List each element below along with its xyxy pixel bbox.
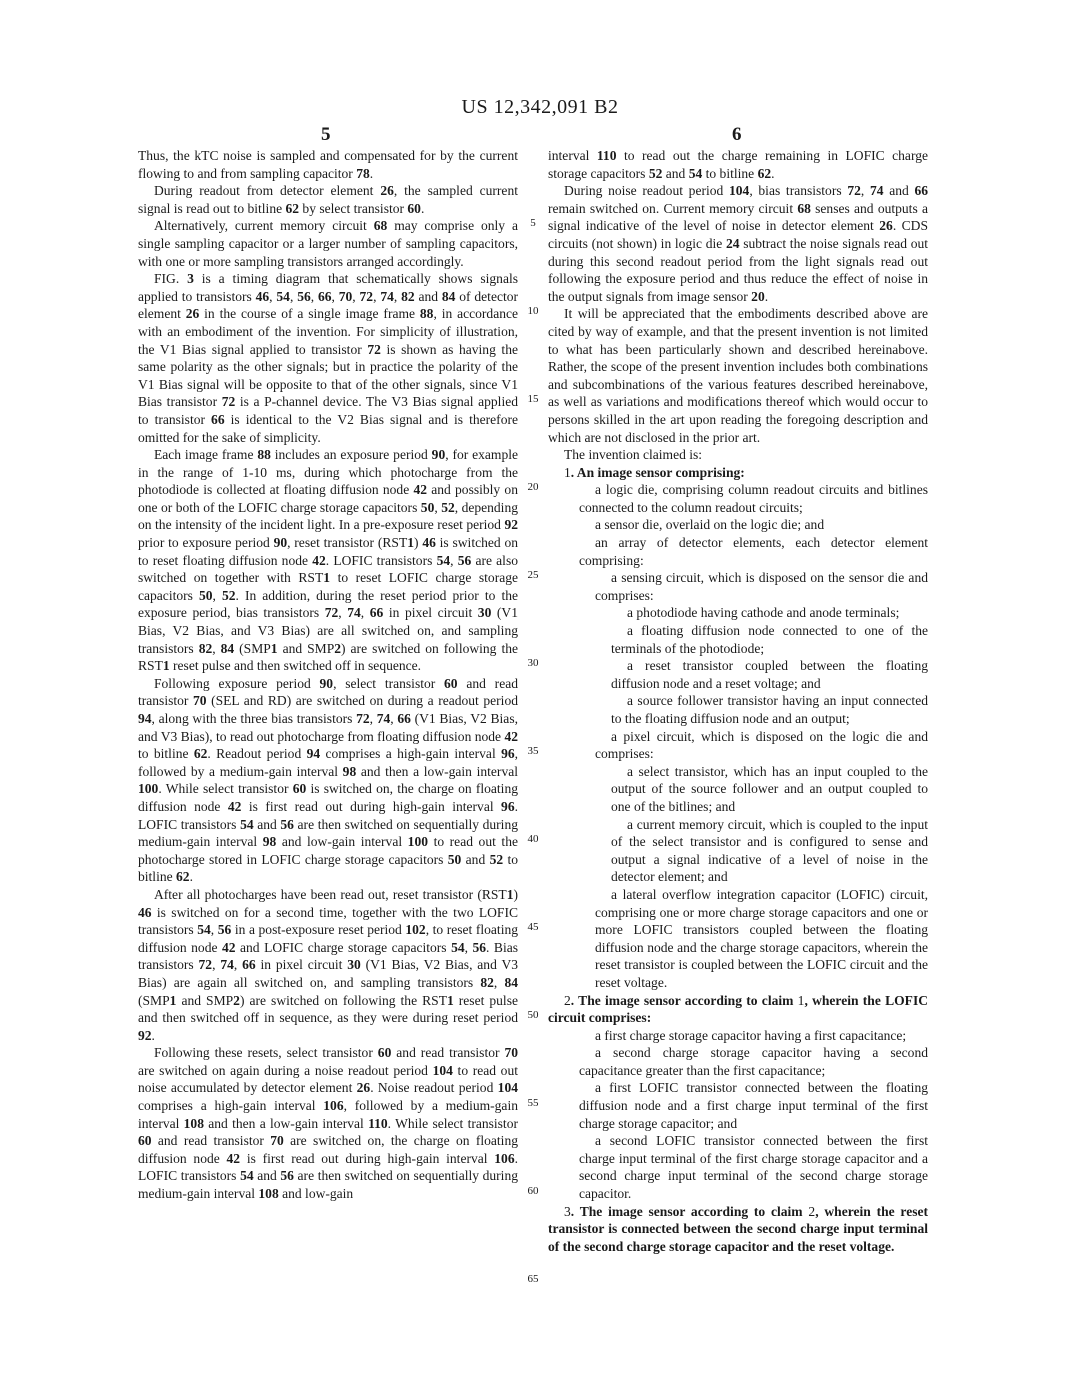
claim-element: a current memory circuit, which is coupled to the input of the select transistor and is configured to sense and output a signal indicative of a level of noise in the detector element; and [611,816,928,885]
reference-numeral: 24 [725,235,740,251]
reference-numeral: 1 [323,570,331,586]
claim-1-heading: 1. An image sensor comprising: [564,464,745,480]
reference-numeral: 110 [596,148,617,163]
reference-numeral: 72 [221,394,236,410]
reference-numeral: . The image sensor according to claim [570,992,798,1008]
reference-numeral: 70 [338,288,353,304]
claim-element: a floating diffusion node connected to one of the terminals of the photodiode; [611,623,928,656]
reference-numeral: 54 [240,1168,254,1184]
reference-numeral: 106 [323,1098,344,1114]
line-number: 55 [527,1097,539,1109]
reference-numeral: 26 [879,218,893,234]
reference-numeral: 108 [258,1186,279,1202]
reference-numeral: 66 [397,711,411,726]
reference-numeral: 72 [356,711,370,726]
reference-numeral: 82 [480,974,494,990]
paragraph: FIG. 3 is a timing diagram that schematically shows signals applied to transistors 46, 54, 56, 66, 70, 72, 74, 82 and 84 of detector element 26 in the course of a single image frame 88, in accordance with an embodiment of the invention. For simplicity of illustration, the V1 Bias signal applied to transistor 72 is shown as having the same polarity as the other signals; but in practice the polarity of the V1 Bias signal will be opposite to that of the other signals, since V1 Bias transistor 72 is a P-channel device. The V3 Bias signal applied to transistor 66 is identical to the V2 Bias signal and is therefore omitted for the sake of simplicity. [138,271,519,445]
reference-numeral: 60 [292,781,307,797]
paragraph: interval 110 to read out the charge remaining in LOFIC charge storage capacitors 52 and 54 to bitline 62. [548,148,928,181]
claim-element: a photodiode having cathode and anode terminals; [627,605,900,621]
reference-numeral: 88 [419,306,434,322]
reference-numeral: 30 [477,605,492,621]
line-number: 10 [527,305,539,317]
reference-numeral: 100 [407,834,428,850]
reference-numeral: 98 [342,763,357,779]
reference-numeral: . The image sensor according to claim [570,1203,809,1219]
reference-numeral: 26 [380,183,394,199]
reference-numeral: 106 [494,1150,515,1166]
claims-intro: The invention claimed is: [564,447,703,463]
reference-numeral: 74 [380,288,394,304]
reference-numeral: 62 [193,746,208,762]
reference-numeral: 92 [138,1027,152,1043]
claim-element: a first charge storage capacitor having a first capacitance; [595,1027,907,1043]
reference-numeral: 60 [444,675,458,691]
reference-numeral: 52 [221,587,236,603]
reference-numeral: 42 [226,1150,241,1166]
reference-numeral: 66 [211,411,225,427]
reference-numeral: 54 [688,165,703,181]
reference-numeral: 54 [436,552,451,568]
reference-numeral: 60 [377,1045,392,1061]
paragraph: It will be appreciated that the embodiments described above are cited by way of example, and that the present invention is not limited to what has been particularly shown and described hereinabove. Rather, the scope of the present invention includes both combinations and subcombinations of the various features described hereinabove, as well as variations and modifications thereof which would occur to persons skilled in the art upon reading the foregoing description and which are not disclosed in the prior art. [548,306,928,445]
reference-numeral: 94 [138,711,152,726]
reference-numeral: 84 [441,288,456,304]
claim-element: a second LOFIC transistor connected between the first charge input terminal of the first charge storage capacitor and a second charge input terminal of the second charge storage capacitor. [579,1133,928,1202]
reference-numeral: 56 [280,816,294,832]
reference-numeral: 50 [447,851,462,867]
reference-numeral: 26 [356,1080,371,1096]
reference-numeral: 52 [648,165,663,181]
paragraph: Alternatively, current memory circuit 68 may comprise only a single sampling capacitor or a larger number of sampling capacitors, with one or more sampling transistors arranged accordingly. [138,218,518,269]
reference-numeral: , wherein the reset transistor is connected between the second charge input terminal of the second charge storage capacitor and the reset voltage. [548,1203,929,1254]
reference-numeral: 3 [187,271,194,287]
reference-numeral: 30 [347,957,361,973]
reference-numeral: 1 [169,992,177,1008]
reference-numeral: 72 [359,288,374,304]
reference-numeral: 104 [432,1062,453,1078]
reference-numeral: 1 [407,535,415,551]
reference-numeral: 74 [220,957,234,973]
reference-numeral: 82 [401,288,415,304]
reference-numeral: 26 [185,306,200,322]
reference-numeral: 88 [257,447,271,463]
claim-element: a sensor die, overlaid on the logic die; and [595,517,825,533]
reference-numeral: 68 [797,200,811,216]
reference-numeral: 52 [441,499,455,515]
reference-numeral: 62 [757,165,772,181]
reference-numeral: 1 [270,640,278,656]
reference-numeral: 98 [262,834,277,850]
left-column [138,147,518,1203]
right-column [548,147,928,1255]
reference-numeral: 46 [255,288,270,304]
reference-numeral: 72 [367,341,381,357]
reference-numeral: 72 [198,957,213,973]
paragraph: Following exposure period 90, select transistor 60 and read transistor 70 (SEL and RD) are switched on during a readout period 94, along with the three bias transistors 72, 74, 66 (V1 Bias, V2 Bias, and V3 Bias), to read out photocharge from floating diffusion node 42 to bitline 62. Readout period 94 comprises a high-gain interval 96, followed by a medium-gain interval 98 and then a low-gain interval 100. While select transistor 60 is switched on, the charge on floating diffusion node 42 is first read out during high-gain interval 96. LOFIC transistors 54 and 56 are then switched on sequentially during medium-gain interval 98 and low-gain interval 100 to read out the photocharge stored in LOFIC charge storage capacitors 50 and 52 to bitline 62. [138,675,518,885]
reference-numeral: 92 [504,517,518,533]
reference-numeral: 90 [431,447,446,463]
paragraph: Each image frame 88 includes an exposure period 90, for example in the range of 1-10 ms, during which photocharge from the photodiode is collected at floating diffusion node 42 and possibly on one or both of the LOFIC charge storage capacitors 50, 52, depending on the intensity of the incident light. In a pre-exposure reset period 92 prior to exposure period 90, reset transistor (RST1) 46 is switched on to reset floating diffusion node 42. LOFIC transistors 54, 56 are also switched on together with RST1 to reset LOFIC charge storage capacitors 50, 52. In addition, during the reset period prior to the exposure period, bias transistors 72, 74, 66 in pixel circuit 30 (V1 Bias, V2 Bias, and V3 Bias) are all switched on, and sampling transistors 82, 84 (SMP1 and SMP2) are switched on following the RST1 reset pulse and then switched off in sequence. [138,447,519,674]
reference-numeral: 104 [497,1080,518,1096]
claim-element: a first LOFIC transistor connected between the floating diffusion node and a first charge input terminal of the first charge storage capacitor; and [579,1080,928,1131]
reference-numeral: 50 [420,499,435,515]
reference-numeral: 46 [138,904,152,920]
reference-numeral: 2 [334,640,342,656]
reference-numeral: 50 [198,587,213,603]
reference-numeral: 56 [280,1168,294,1184]
paragraph: Thus, the kTC noise is sampled and compensated for by the current flowing to and from sampling capacitor 78. [138,148,518,181]
reference-numeral: 90 [319,675,334,691]
line-number: 40 [527,833,539,845]
reference-numeral: 84 [504,974,518,990]
reference-numeral: 110 [368,1115,388,1131]
claim-element: an array of detector elements, each detector element comprising: [579,535,928,568]
paragraph: After all photocharges have been read out, reset transistor (RST1) 46 is switched on for a second time, together with the two LOFIC transistors 54, 56 in a post-exposure reset period 102, to reset floating diffusion node 42 and LOFIC charge storage capacitors 54, 56. Bias transistors 72, 74, 66 in pixel circuit 30 (V1 Bias, V2 Bias, and V3 Bias) are again all switched on, and sampling transistors 82, 84 (SMP1 and SMP2) are switched on following the RST1 reset pulse and then switched off in sequence, as they were during reset period 92. [138,886,519,1043]
reference-numeral: 66 [317,288,332,304]
claim-element: a select transistor, which has an input coupled to the output of the source follower and an output coupled to one of the bitlines; and [611,763,928,814]
reference-numeral: 54 [451,939,465,955]
reference-numeral: 56 [457,552,472,568]
reference-numeral: 62 [285,200,300,216]
reference-numeral: , wherein the LOFIC circuit comprises: [548,992,928,1026]
reference-numeral: 42 [221,939,236,955]
reference-numeral: 74 [376,711,391,726]
claim-element: a pixel circuit, which is disposed on the logic die and comprises: [595,728,928,762]
reference-numeral: 54 [240,816,254,832]
reference-numeral: 84 [220,640,235,656]
reference-numeral: 90 [273,535,288,551]
reference-numeral: 66 [914,183,929,199]
reference-numeral: 74 [869,183,884,199]
reference-numeral: 1 [446,992,454,1008]
reference-numeral: 42 [227,798,242,814]
reference-numeral: 70 [270,1133,284,1149]
reference-numeral: 104 [729,183,750,199]
reference-numeral: 1 [162,658,170,674]
reference-numeral: 78 [356,165,370,181]
line-number: 65 [527,1273,539,1285]
reference-numeral: 1 [506,886,514,902]
claim-3: 3. The image sensor according to claim 2, wherein the reset transistor is connected between the second charge input terminal of the second charge storage capacitor and the reset voltage. [548,1203,929,1254]
reference-numeral: 42 [413,482,427,498]
reference-numeral: 74 [347,605,361,621]
reference-numeral: 70 [192,693,207,709]
reference-numeral: 108 [183,1115,204,1131]
reference-numeral: 62 [176,869,190,885]
reference-numeral: 60 [407,200,421,216]
paragraph: Following these resets, select transistor 60 and read transistor 70 are switched on again during a noise readout period 104 to read out noise accumulated by detector element 26. Noise readout period 104 comprises a high-gain interval 106, followed by a medium-gain interval 108 and then a low-gain interval 110. While select transistor 60 and read transistor 70 are switched on, the charge on floating diffusion node 42 is first read out during high-gain interval 106. LOFIC transistors 54 and 56 are then switched on sequentially during medium-gain interval 108 and low-gain [138,1045,518,1202]
reference-numeral: 96 [501,798,515,814]
line-number: 50 [527,1009,539,1021]
reference-numeral: 72 [324,605,339,621]
line-number: 35 [527,745,539,757]
reference-numeral: 56 [472,939,487,955]
reference-numeral: 72 [847,183,861,199]
reference-numeral: 94 [306,746,321,762]
patent-header: US 12,342,091 B2 [461,96,619,118]
claim-2-heading: 2. The image sensor according to claim 1, wherein the LOFIC circuit comprises: [548,992,928,1026]
reference-numeral: 20 [751,288,765,304]
reference-numeral: 100 [138,781,159,797]
reference-numeral: 54 [276,288,290,304]
reference-numeral: 56 [217,922,232,938]
reference-numeral: . An image sensor comprising: [570,464,745,480]
line-number: 45 [527,921,539,933]
reference-numeral: 52 [489,851,504,867]
line-number: 5 [530,217,536,229]
claim-element: a sensing circuit, which is disposed on the sensor die and comprises: [595,570,928,603]
page-number-right: 6 [732,124,742,145]
page-number-left: 5 [321,124,331,145]
claim-element: a lateral overflow integration capacitor (LOFIC) circuit, comprising one or more charge storage capacitors and one or more LOFIC transistors coupled between the floating diffusion node and the charge storage capacitors, wherein the reset transistor is coupled between the LOFIC circuit and the reset voltage. [595,886,928,990]
reference-numeral: 96 [501,746,515,762]
reference-numeral: 66 [242,957,256,973]
line-number: 25 [527,569,539,581]
line-number: 20 [527,481,539,493]
reference-numeral: 60 [138,1133,152,1149]
reference-numeral: 102 [405,922,426,938]
line-number: 15 [527,393,539,405]
claim-element: a reset transistor coupled between the floating diffusion node and a reset voltage; and [611,658,928,691]
line-number: 30 [527,657,539,669]
reference-numeral: 56 [297,288,311,304]
reference-numeral: 42 [504,728,518,744]
claim-element: a logic die, comprising column readout circuits and bitlines connected to the column readout circuits; [579,482,928,515]
reference-numeral: 68 [373,218,388,234]
paragraph: During noise readout period 104, bias transistors 72, 74 and 66 remain switched on. Current memory circuit 68 senses and outputs a signal indicative of the level of noise in detector element 26. CDS circuits (not shown) in logic die 24 subtract the noise signals read out during this second readout period from the light signals read out following the exposure period and thus reduce the effect of noise in the output signals from image sensor 20. [548,183,929,304]
claim-element: a source follower transistor having an input connected to the floating diffusion node and an output; [611,693,928,726]
claim-element: a second charge storage capacitor having a second capacitance greater than the first capacitance; [579,1045,928,1078]
line-number: 60 [527,1185,539,1197]
paragraph: During readout from detector element 26, the sampled current signal is read out to bitline 62 by select transistor 60. [138,183,518,216]
reference-numeral: 2 [233,992,240,1008]
reference-numeral: 46 [422,535,436,551]
reference-numeral: 66 [369,605,384,621]
reference-numeral: 42 [312,552,326,568]
reference-numeral: 54 [197,922,211,938]
reference-numeral: 82 [198,640,213,656]
reference-numeral: 70 [504,1045,518,1061]
